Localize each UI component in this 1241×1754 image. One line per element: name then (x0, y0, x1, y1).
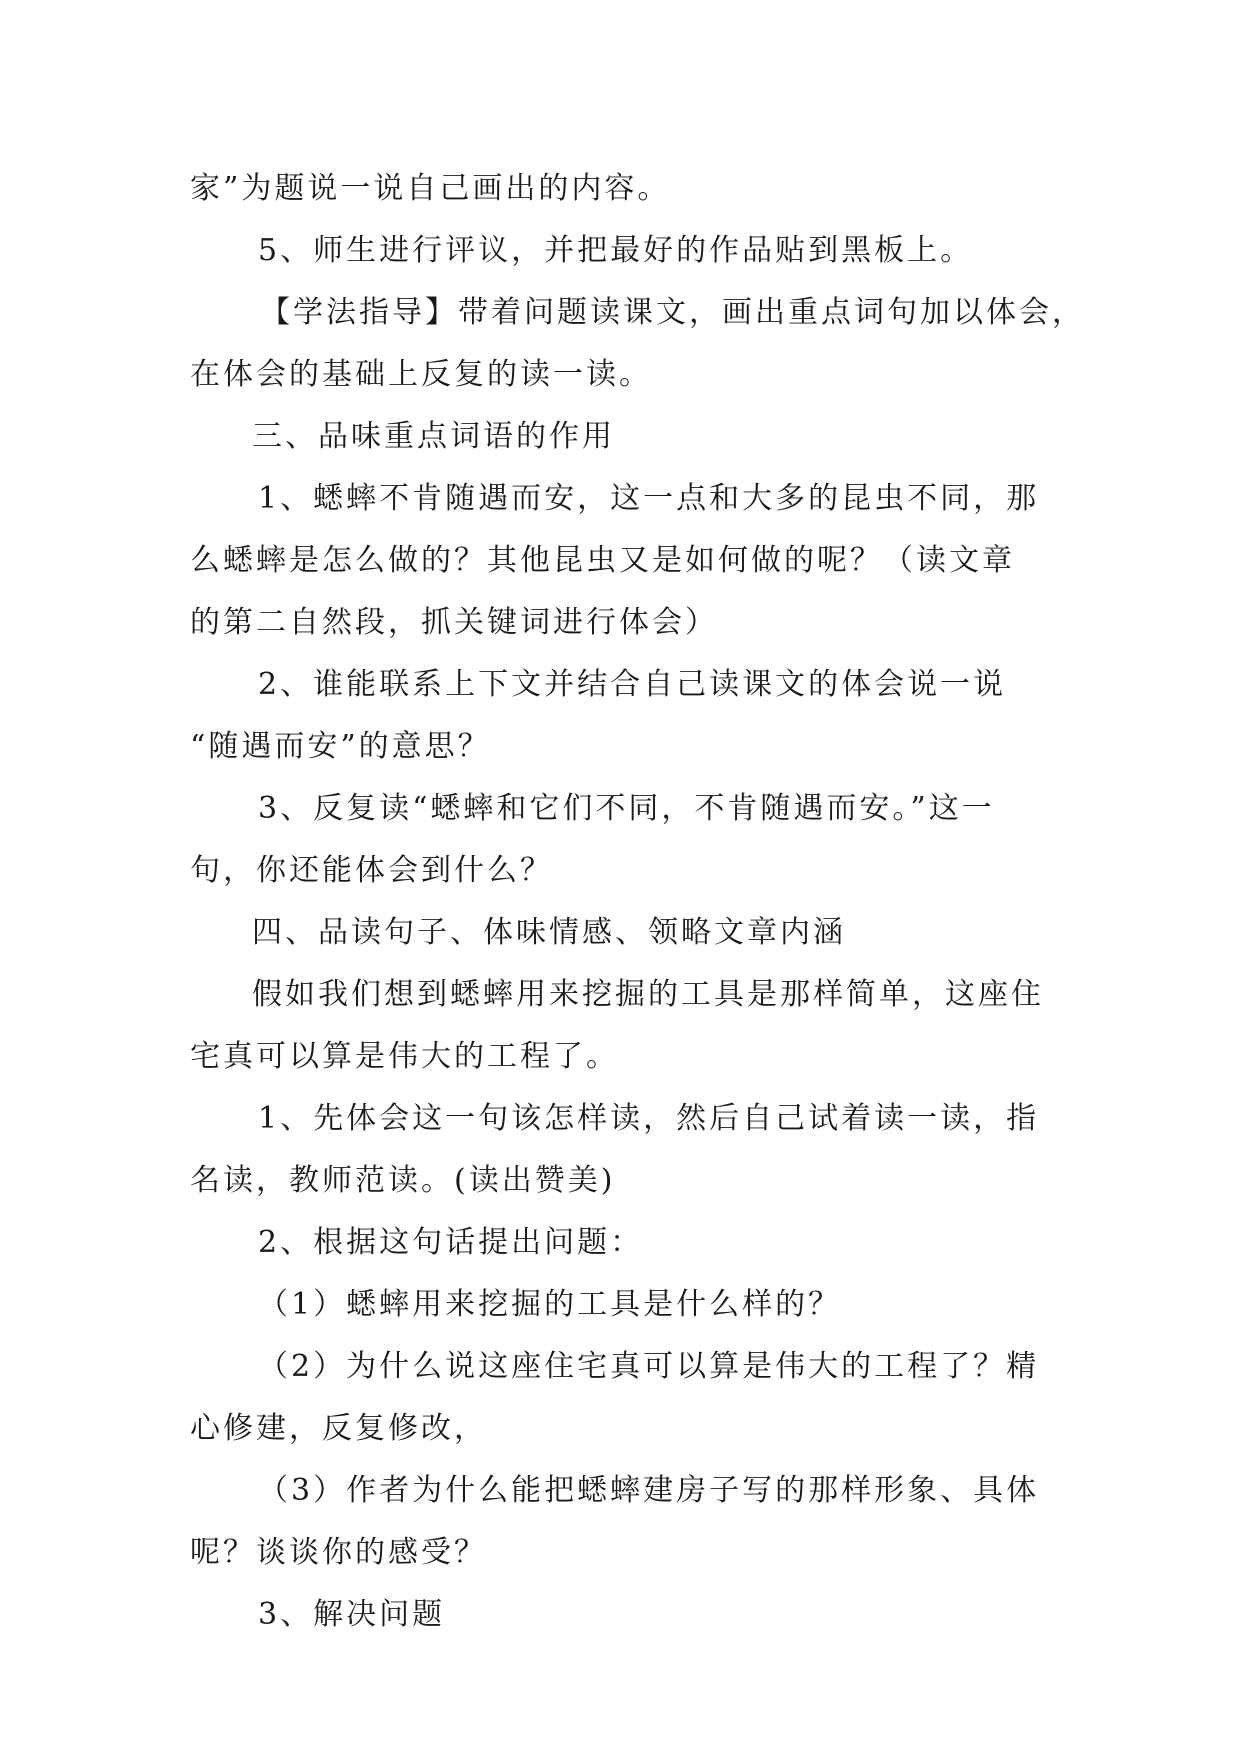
text-line: 假如我们想到蟋蟀用来挖掘的工具是那样简单，这座住 (252, 977, 1044, 1012)
text-line: （3）作者为什么能把蟋蟀建房子写的那样形象、具体 (258, 1473, 1040, 1508)
text-line: 3、解决问题 (258, 1597, 446, 1632)
text-line: 宅真可以算是伟大的工程了。 (190, 1039, 619, 1074)
text-line: 1、先体会这一句该怎样读，然后自己试着读一读，指 (258, 1101, 1040, 1136)
text-line: 的第二自然段，抓关键词进行体会） (190, 605, 718, 640)
text-line: （1）蟋蟀用来挖掘的工具是什么样的？ (258, 1287, 842, 1322)
text-line: 1、蟋蟀不肯随遇而安，这一点和大多的昆虫不同，那 (258, 481, 1040, 516)
text-line: 心修建，反复修改， (190, 1411, 487, 1446)
text-line: 句，你还能体会到什么？ (190, 853, 553, 888)
text-line: 【学法指导】带着问题读课文，画出重点词句加以体会， (260, 295, 1085, 330)
text-line: 呢？谈谈你的感受？ (190, 1535, 487, 1570)
text-line: 在体会的基础上反复的读一读。 (190, 357, 652, 392)
text-line: 名读，教师范读。(读出赞美) (190, 1163, 616, 1198)
text-line: （2）为什么说这座住宅真可以算是伟大的工程了？精 (258, 1349, 1040, 1384)
text-line: 家”为题说一说自己画出的内容。 (190, 171, 671, 206)
document-body (190, 158, 1085, 1646)
text-line: 3、反复读“蟋蟀和它们不同，不肯随遇而安。”这一 (258, 791, 995, 826)
text-line: 2、谁能联系上下文并结合自己读课文的体会说一说 (258, 667, 1007, 702)
text-line: 么蟋蟀是怎么做的？其他昆虫又是如何做的呢？（读文章 (190, 543, 1015, 578)
section-heading: 四、品读句子、体味情感、领略文章内涵 (252, 915, 846, 950)
text-line: “随遇而安”的意思？ (190, 729, 491, 764)
text-line: 5、师生进行评议，并把最好的作品贴到黑板上。 (258, 233, 974, 268)
text-line: 2、根据这句话提出问题： (258, 1225, 644, 1260)
section-heading: 三、品味重点词语的作用 (252, 419, 615, 454)
